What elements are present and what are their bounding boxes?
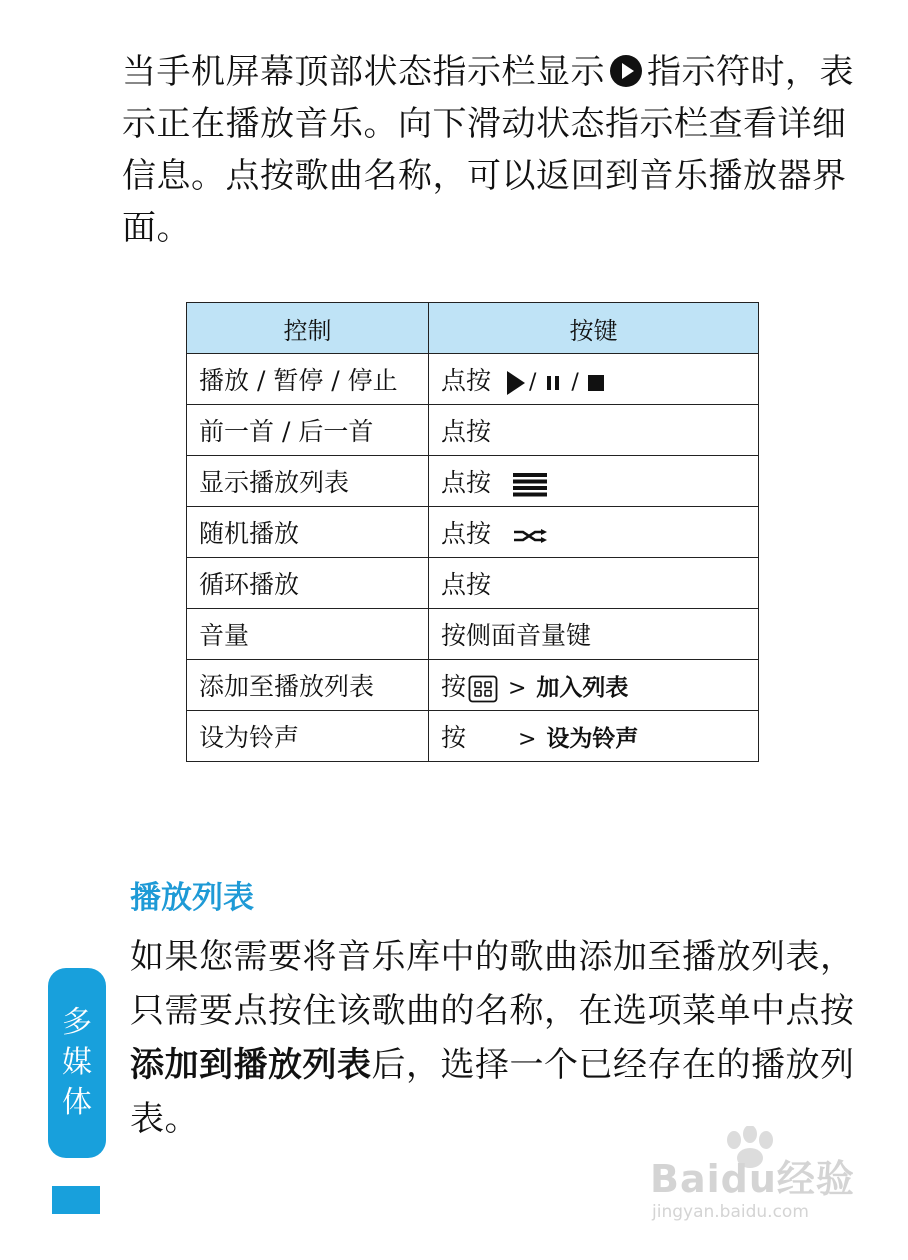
table-row — [187, 507, 759, 558]
control-cell: 循环播放 — [187, 558, 429, 609]
key-cell — [429, 660, 759, 711]
stop-icon — [587, 374, 605, 392]
key-cell — [429, 558, 759, 609]
key-suffix: 加入列表 — [536, 675, 629, 701]
pause-icon — [544, 374, 562, 392]
key-text: 点按 — [441, 417, 492, 446]
side-tab-char: 多 — [62, 1005, 92, 1040]
para-text-after: 后，选择一个已经存在的播放列表。 — [130, 1045, 855, 1139]
header-control: 控制 — [187, 303, 429, 354]
side-tab-char: 媒 — [62, 1045, 92, 1080]
chapter-side-tab — [48, 968, 106, 1158]
control-cell: 显示播放列表 — [187, 456, 429, 507]
table-header-row — [187, 303, 759, 354]
table-row — [187, 660, 759, 711]
control-cell: 前一首 / 后一首 — [187, 405, 429, 456]
key-cell — [429, 507, 759, 558]
play-circle-icon — [609, 54, 643, 88]
key-cell — [429, 711, 759, 762]
control-cell: 设为铃声 — [187, 711, 429, 762]
control-cell: 添加至播放列表 — [187, 660, 429, 711]
key-text: 点按 — [441, 468, 492, 497]
section-heading: 播放列表 — [130, 880, 254, 916]
slash-separator: / — [528, 370, 537, 395]
para-text-before: 如果您需要将音乐库中的歌曲添加至播放列表，只需要点按住该歌曲的名称，在选项菜单中点按 — [130, 937, 855, 1031]
side-tab-char: 体 — [62, 1085, 92, 1120]
key-prefix: 按 — [441, 672, 467, 701]
slash-separator: / — [564, 370, 579, 395]
table-row — [187, 456, 759, 507]
key-suffix: 设为铃声 — [546, 726, 639, 752]
key-cell — [429, 354, 759, 405]
controls-table — [186, 302, 759, 762]
intro-text-before: 当手机屏幕顶部状态指示栏显示 — [122, 52, 605, 92]
play-icon — [505, 370, 527, 396]
watermark-brand: Baidu经验 — [650, 1157, 855, 1201]
key-prefix: 按 — [441, 723, 467, 752]
table-row — [187, 558, 759, 609]
header-key: 按键 — [429, 303, 759, 354]
watermark — [640, 1126, 860, 1236]
watermark-url: jingyan.baidu.com — [652, 1202, 809, 1222]
control-cell: 播放 / 暂停 / 停止 — [187, 354, 429, 405]
key-cell — [429, 609, 759, 660]
playlist-icon — [513, 473, 547, 497]
control-cell: 音量 — [187, 609, 429, 660]
intro-paragraph — [122, 46, 862, 254]
menu-separator: > — [517, 727, 537, 752]
key-cell — [429, 405, 759, 456]
para-emphasis: 添加到播放列表 — [130, 1045, 372, 1085]
section-paragraph — [130, 930, 860, 1146]
intro-text-after: 指示符时，表示正在播放音乐。向下滑动状态指示栏查看详细信息。点按歌曲名称，可以返回到音乐播放器界面。 — [122, 52, 854, 248]
key-text: 点按 — [441, 570, 492, 599]
key-cell — [429, 456, 759, 507]
key-text: 按侧面音量键 — [441, 621, 592, 650]
table-row — [187, 405, 759, 456]
shuffle-icon — [513, 528, 549, 544]
table-row — [187, 711, 759, 762]
key-text: 点按 — [441, 519, 492, 548]
table-row — [187, 609, 759, 660]
page-marker-block — [52, 1186, 100, 1214]
menu-key-icon — [468, 675, 498, 703]
control-cell: 随机播放 — [187, 507, 429, 558]
menu-separator: > — [507, 676, 527, 701]
key-text: 点按 — [441, 366, 492, 395]
table-row — [187, 354, 759, 405]
